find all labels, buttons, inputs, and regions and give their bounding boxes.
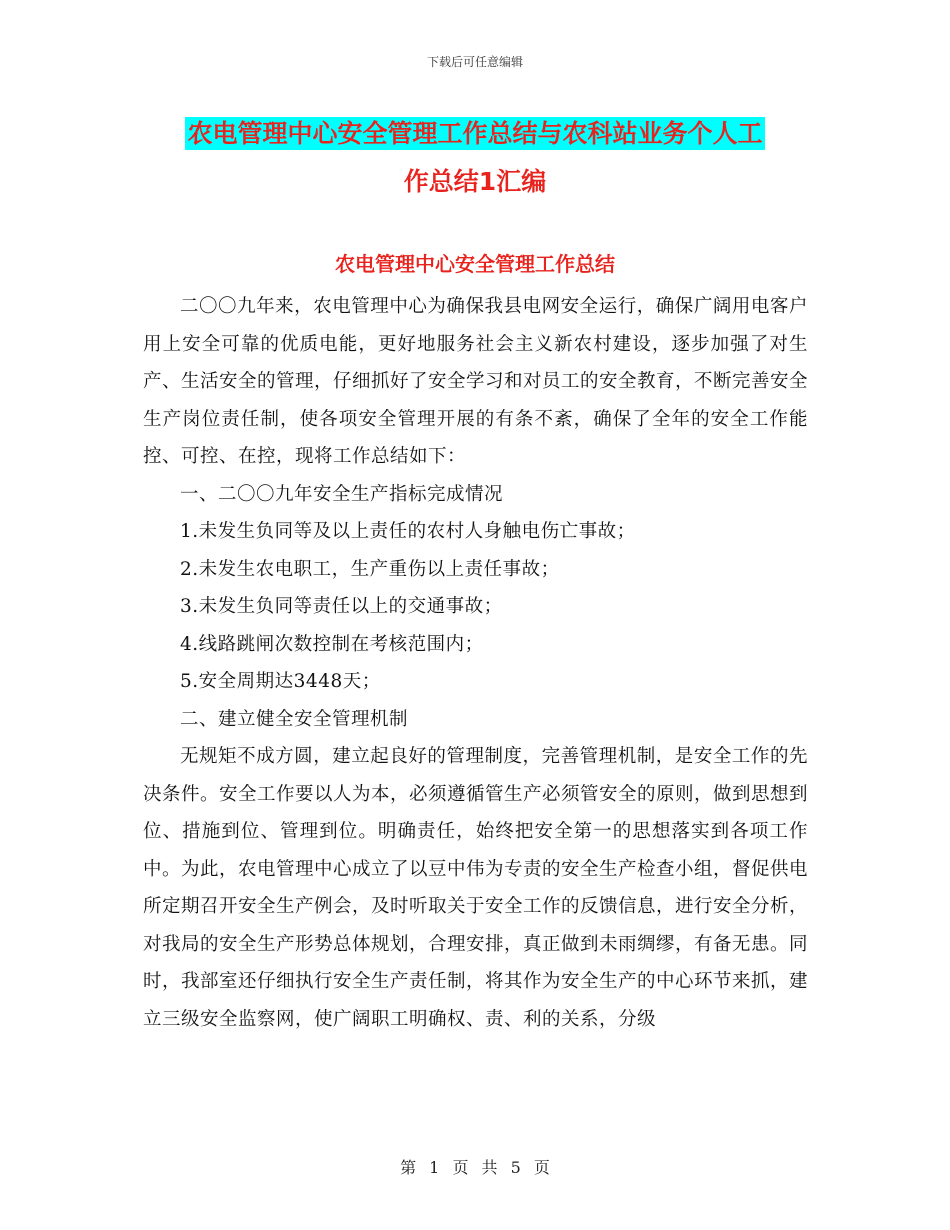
paragraph-intro: 二〇〇九年来，农电管理中心为确保我县电网安全运行，确保广阔用电客户用上安全可靠的优质电能，更好地服务社会主义新农村建设，逐步加强了对生产、生活安全的管理，仔细抓好了安全学习和对员工的安全教育，不断完善安全生产岗位责任制，使各项安全管理开展的有条不紊，确保了全年的安全工作能控、可控、在控，现将工作总结如下： [143, 296, 809, 467]
paragraph-mechanism: 无规矩不成方圆，建立起良好的管理制度，完善管理机制，是安全工作的先决条件。安全工作要以人为本，必须遵循管生产必须管安全的原则，做到思想到位、措施到位、管理到位。明确责任，始终把安全第一的思想落实到各项工作中。为此，农电管理中心成立了以豆中伟为专责的安全生产检查小组，督促供电所定期召开安全生产例会，及时听取关于安全工作的反馈信息，进行安全分析，对我局的安全生产形势总体规划，合理安排，真正做到未雨绸缪，有备无患。同时，我部室还仔细执行安全生产责任制，将其作为安全生产的中心环节来抓，建立三级安全监察网，使广阔职工明确权、责、利的关系，分级 [143, 746, 809, 1030]
heading-safety-mechanism: 二、建立健全安全管理机制 [180, 708, 409, 730]
header-note: 下载后可任意编辑 [426, 55, 523, 69]
list-item: 2.未发生农电职工，生产重伤以上责任事故； [180, 558, 560, 580]
list-item: 4.线路跳闸次数控制在考核范围内； [180, 633, 484, 655]
list-item: 5.安全周期达3448天； [180, 671, 381, 692]
document-body [143, 288, 808, 1038]
list-item: 1.未发生负同等及以上责任的农村人身触电伤亡事故； [180, 521, 636, 542]
section-title: 农电管理中心安全管理工作总结 [335, 252, 615, 276]
page-footer: 第 1 页 共 5 页 [400, 1158, 550, 1177]
heading-safety-indicators: 一、二〇〇九年安全生产指标完成情况 [180, 483, 504, 505]
document-title [0, 110, 950, 206]
title-line-2: 作总结1汇编 [403, 167, 547, 196]
list-item: 3.未发生负同等责任以上的交通事故； [180, 596, 503, 617]
title-line-1: 农电管理中心安全管理工作总结与农科站业务个人工 [187, 119, 763, 148]
